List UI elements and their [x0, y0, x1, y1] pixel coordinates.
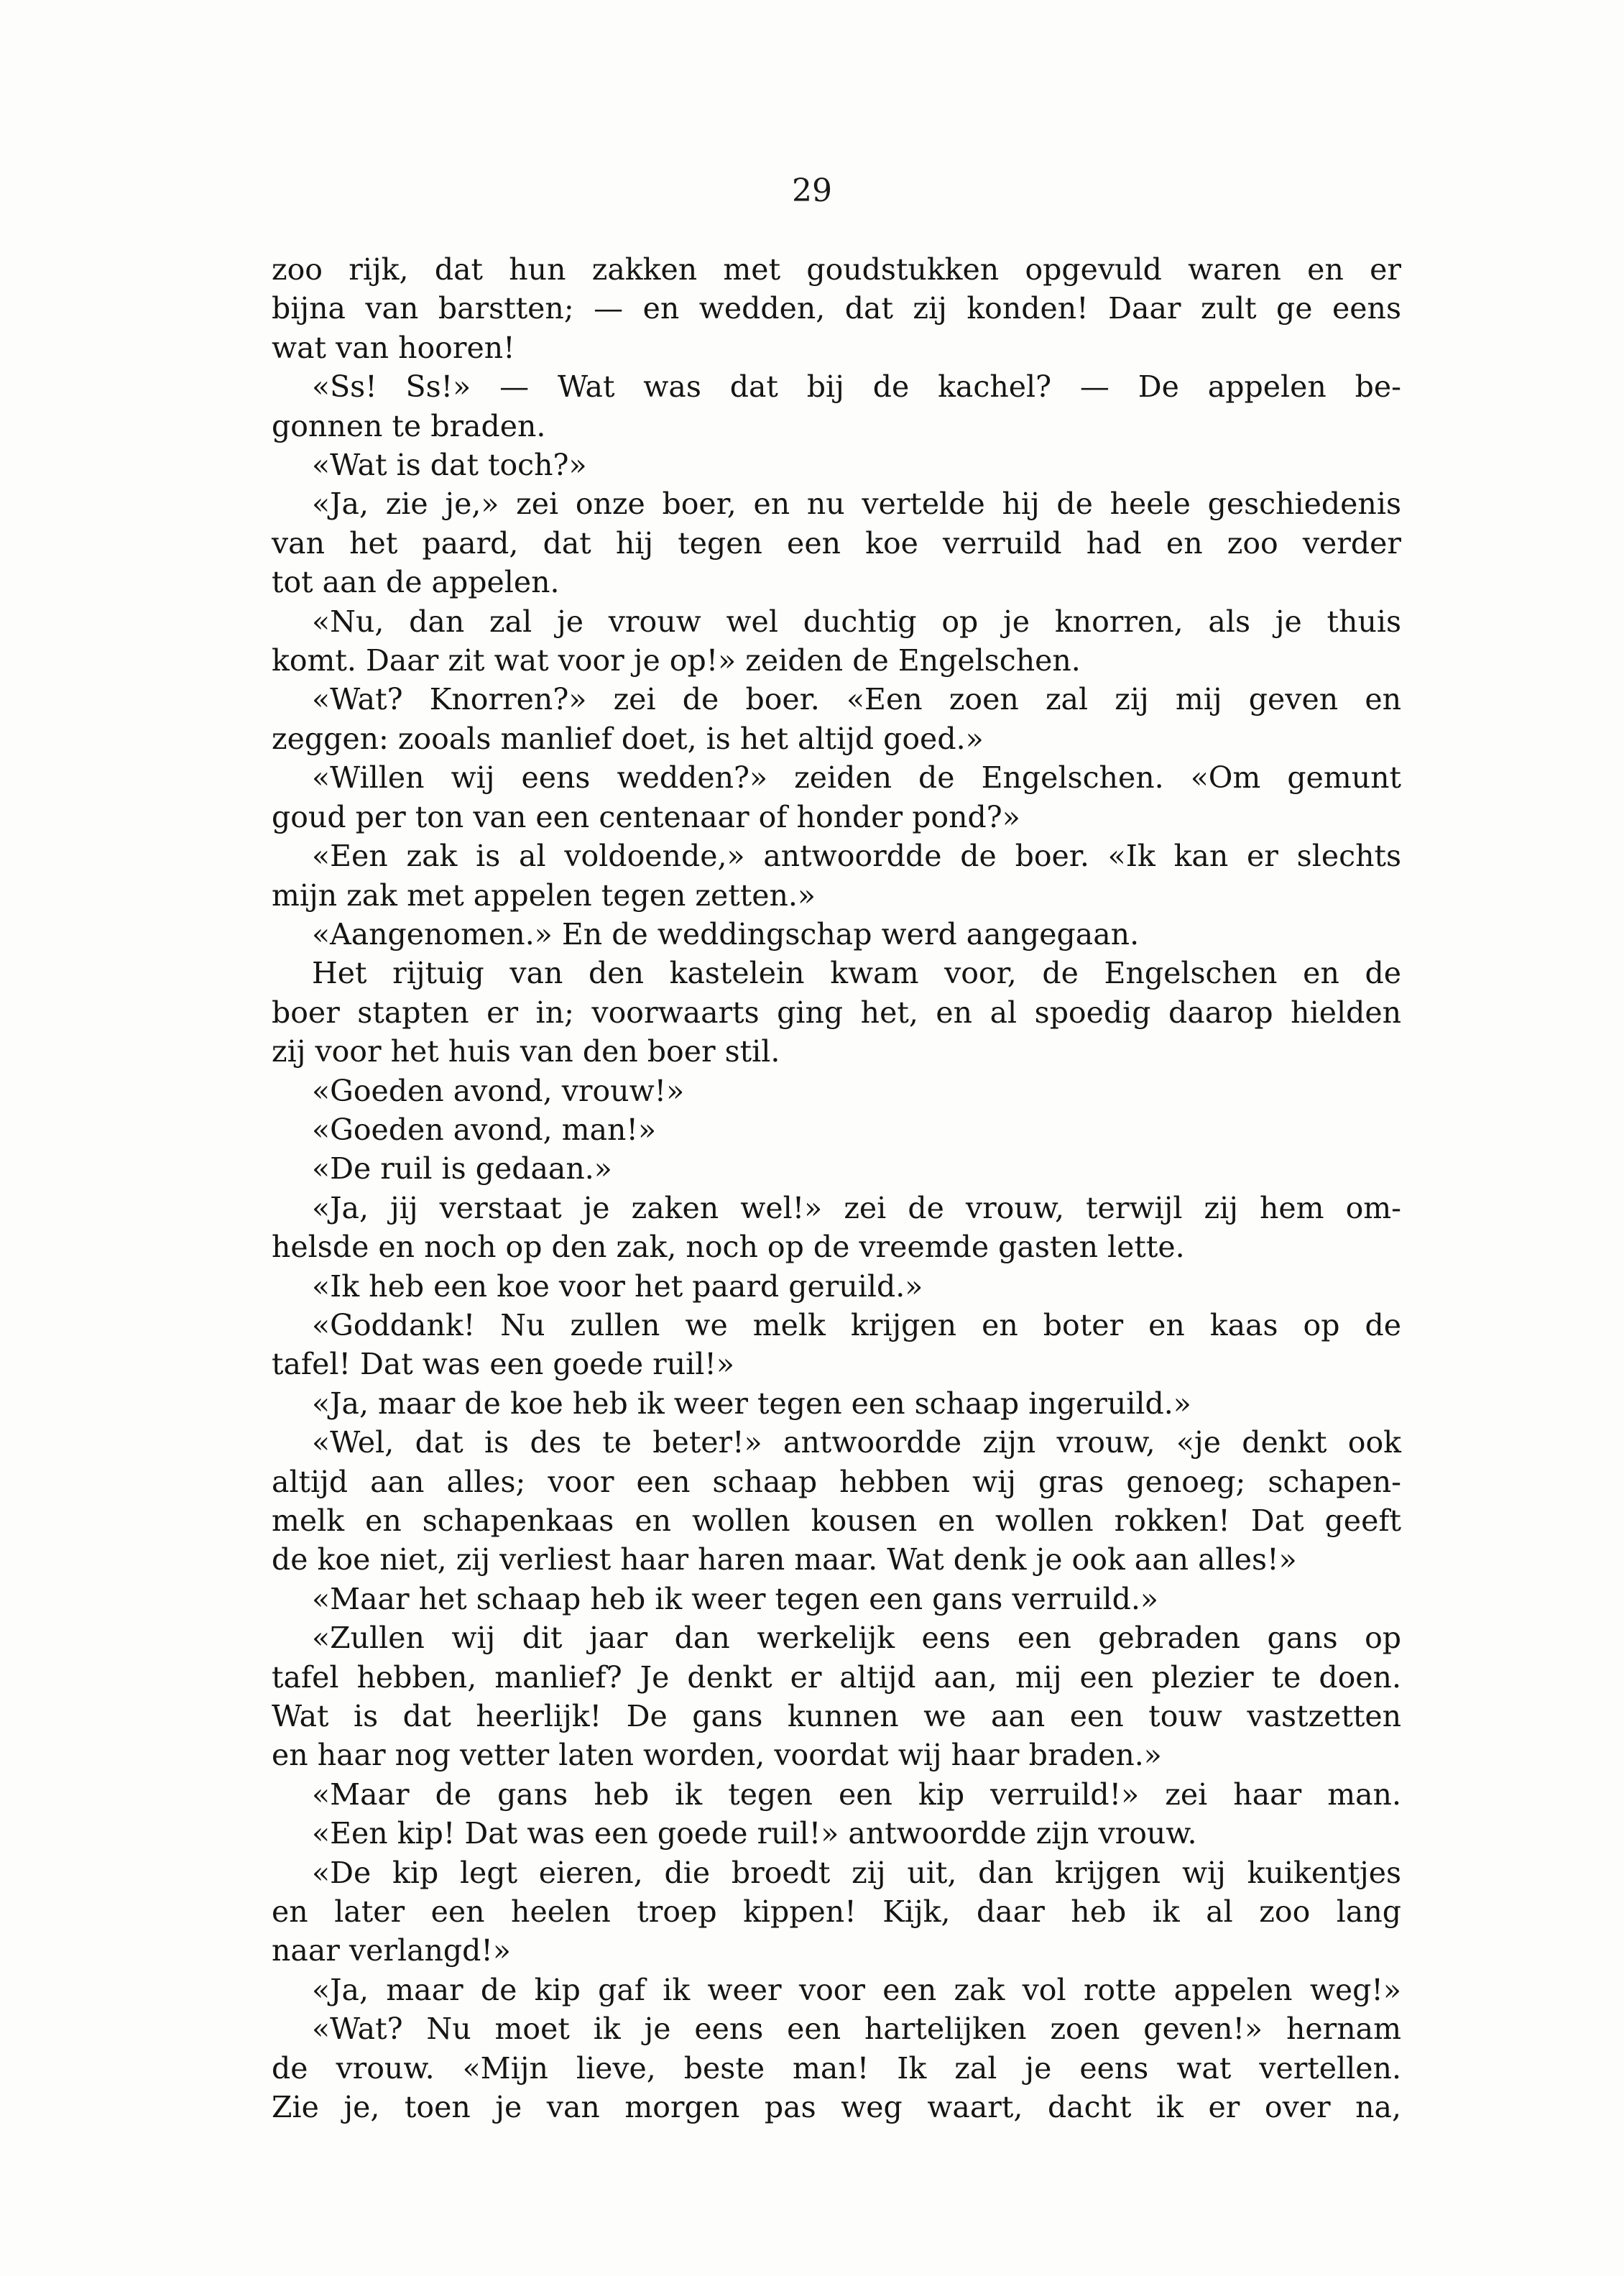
- text-line: «Wat? Nu moet ik je eens een hartelijken zoen geven!» hernam: [312, 2012, 1401, 2047]
- text-line: «Goddank! Nu zullen we melk krijgen en boter en kaas op de: [312, 1307, 1401, 1342]
- text-line: «Aangenomen.» En de weddingschap werd aangegaan.: [312, 916, 1140, 952]
- text-line: «Een kip! Dat was een goede ruil!» antwoordde zijn vrouw.: [312, 1816, 1197, 1851]
- text-line: boer stapten er in; voorwaarts ging het, en al spoedig daarop hielden: [272, 995, 1401, 1030]
- text-line: «Ik heb een koe voor het paard geruild.»: [312, 1268, 923, 1304]
- text-line: «Zullen wij dit jaar dan werkelijk eens een gebraden gans op: [312, 1621, 1401, 1656]
- text-line: «Wel, dat is des te beter!» antwoordde zijn vrouw, «je denkt ook: [312, 1425, 1401, 1460]
- text-line: zeggen: zooals manlief doet, is het altijd goed.»: [272, 721, 984, 756]
- text-line: en later een heelen troep kippen! Kijk, daar heb ik al zoo lang: [272, 1894, 1401, 1930]
- text-line: tafel! Dat was een goede ruil!»: [272, 1347, 734, 1382]
- page-number: 29: [792, 172, 832, 209]
- text-line: helsde en noch op den zak, noch op de vreemde gasten lette.: [272, 1230, 1185, 1265]
- text-line: zoo rijk, dat hun zakken met goudstukken opgevuld waren en er: [272, 252, 1401, 287]
- text-line: mijn zak met appelen tegen zetten.»: [272, 877, 816, 913]
- text-line: «Wat is dat toch?»: [312, 448, 587, 483]
- text-line: en haar nog vetter laten worden, voordat wij haar braden.»: [272, 1738, 1162, 1773]
- text-line: «Goeden avond, man!»: [312, 1112, 657, 1147]
- text-line: Zie je, toen je van morgen pas weg waart, dacht ik er over na,: [272, 2090, 1401, 2125]
- text-line: Wat is dat heerlijk! De gans kunnen we aan een touw vastzetten: [272, 1699, 1401, 1734]
- text-line: wat van hooren!: [272, 330, 515, 365]
- text-line: «De kip legt eieren, die broedt zij uit, dan krijgen wij kuikentjes: [312, 1855, 1401, 1890]
- text-line: bijna van barstten; — en wedden, dat zij konden! Daar zult ge eens: [272, 291, 1401, 326]
- text-line: «Ja, jij verstaat je zaken wel!» zei de vrouw, terwijl zij hem om-: [312, 1190, 1401, 1225]
- text-line: komt. Daar zit wat voor je op!» zeiden de Engelschen.: [272, 643, 1081, 678]
- text-line: «Maar het schaap heb ik weer tegen een gans verruild.»: [312, 1581, 1158, 1616]
- text-line: melk en schapenkaas en wollen kousen en wollen rokken! Dat geeft: [272, 1503, 1401, 1538]
- text-line: tot aan de appelen.: [272, 565, 560, 600]
- text-line: «Ja, zie je,» zei onze boer, en nu vertelde hij de heele geschiedenis: [312, 487, 1401, 522]
- text-line: van het paard, dat hij tegen een koe verruild had en zoo verder: [272, 525, 1401, 561]
- text-line: «Ss! Ss!» — Wat was dat bij de kachel? — De appelen be-: [312, 369, 1401, 405]
- body-text: [272, 250, 1401, 2127]
- text-line: zij voor het huis van den boer stil.: [272, 1034, 780, 1069]
- text-line: Het rijtuig van den kastelein kwam voor, de Engelschen en de: [312, 956, 1401, 991]
- text-line: «Willen wij eens wedden?» zeiden de Engelschen. «Om gemunt: [312, 760, 1401, 796]
- text-line: «De ruil is gedaan.»: [312, 1151, 612, 1187]
- text-line: «Goeden avond, vrouw!»: [312, 1073, 685, 1108]
- text-line: «Wat? Knorren?» zei de boer. «Een zoen zal zij mij geven en: [312, 682, 1401, 717]
- text-line: «Nu, dan zal je vrouw wel duchtig op je knorren, als je thuis: [312, 604, 1401, 639]
- text-line: naar verlangd!»: [272, 1933, 511, 1968]
- text-line: gonnen te braden.: [272, 408, 546, 443]
- text-line: de vrouw. «Mijn lieve, beste man! Ik zal je eens wat vertellen.: [272, 2050, 1401, 2086]
- text-line: «Maar de gans heb ik tegen een kip verruild!» zei haar man.: [312, 1777, 1401, 1812]
- text-line: «Ja, maar de koe heb ik weer tegen een schaap ingeruild.»: [312, 1386, 1191, 1421]
- text-line: de koe niet, zij verliest haar haren maar. Wat denk je ook aan alles!»: [272, 1542, 1297, 1577]
- text-line: tafel hebben, manlief? Je denkt er altijd aan, mij een plezier te doen.: [272, 1659, 1401, 1695]
- text-line: goud per ton van een centenaar of honder pond?»: [272, 799, 1020, 834]
- text-line: «Een zak is al voldoende,» antwoordde de boer. «Ik kan er slechts: [312, 839, 1401, 874]
- text-line: «Ja, maar de kip gaf ik weer voor een zak vol rotte appelen weg!»: [312, 1972, 1401, 2007]
- text-line: altijd aan alles; voor een schaap hebben wij gras genoeg; schapen-: [272, 1464, 1401, 1499]
